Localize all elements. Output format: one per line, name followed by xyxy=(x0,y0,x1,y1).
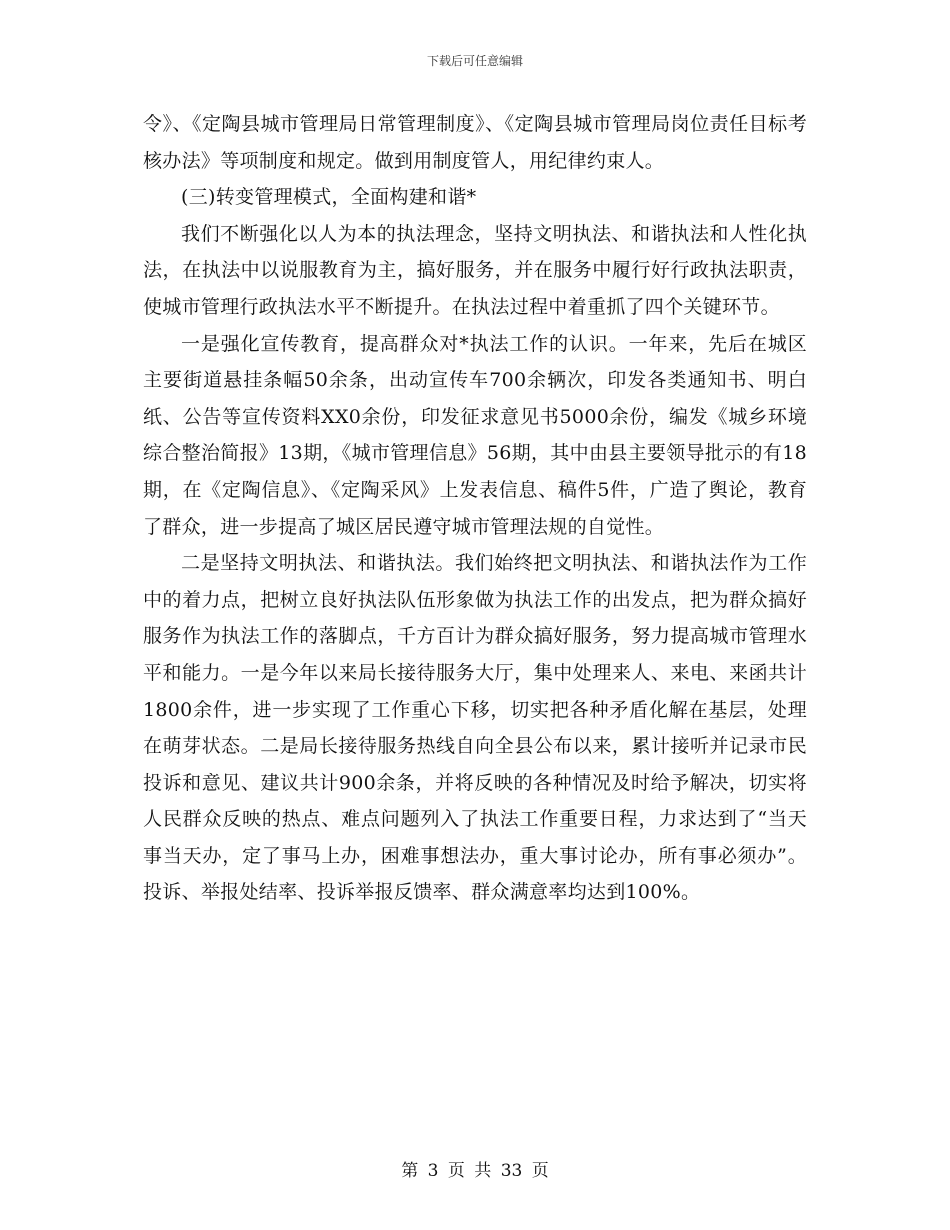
page-header: 下载后可任意编辑 xyxy=(426,54,523,68)
paragraph-publicity-education: 一是强化宣传教育，提高群众对*执法工作的认识。一年来，先后在城区主要街道悬挂条幅50余条，出动宣传车700余辆次，印发各类通知书、明白纸、公告等宣传资料XX0余份，印发征求意见书5000余份，编发《城乡环境综合整治简报》13期，《城市管理信息》56期，其中由县主要领导批示的有18期，在《定陶信息》、《定陶采风》上发表信息、稿件5件，广造了舆论，教育了群众，进一步提高了城区居民遵守城市管理法规的自觉性。 xyxy=(143,332,807,538)
paragraph-regulations-continued: 令》、《定陶县城市管理局日常管理制度》、《定陶县城市管理局岗位责任目标考核办法》等项制度和规定。做到用制度管人，用纪律约束人。 xyxy=(143,113,807,172)
paragraph-law-enforcement-concept: 我们不断强化以人为本的执法理念，坚持文明执法、和谐执法和人性化执法，在执法中以说服教育为主，搞好服务，并在服务中履行好行政执法职责，使城市管理行政执法水平不断提升。在执法过程中着重抓了四个关键环节。 xyxy=(143,222,807,318)
paragraph-civilized-enforcement: 二是坚持文明执法、和谐执法。我们始终把文明执法、和谐执法作为工作中的着力点，把树立良好执法队伍形象做为执法工作的出发点，把为群众搞好服务作为执法工作的落脚点，千方百计为群众搞好服务，努力提高城市管理水平和能力。一是今年以来局长接待服务大厅，集中处理来人、来电、来函共计1800余件，进一步实现了工作重心下移，切实把各种矛盾化解在基层，处理在萌芽状态。二是局长接待服务热线自向全县公布以来，累计接听并记录市民投诉和意见、建议共计900余条，并将反映的各种情况及时给予解决，切实将人民群众反映的热点、难点问题列入了执法工作重要日程，力求达到了“当天事当天办，定了事马上办，困难事想法办，重大事讨论办，所有事必须办”。投诉、举报处结率、投诉举报反馈率、群众满意率均达到100%。 xyxy=(143,552,807,904)
document-body xyxy=(143,106,807,911)
page-footer: 第 3 页 共 33 页 xyxy=(401,1161,549,1181)
section-heading-3: (三)转变管理模式，全面构建和谐* xyxy=(181,186,477,209)
